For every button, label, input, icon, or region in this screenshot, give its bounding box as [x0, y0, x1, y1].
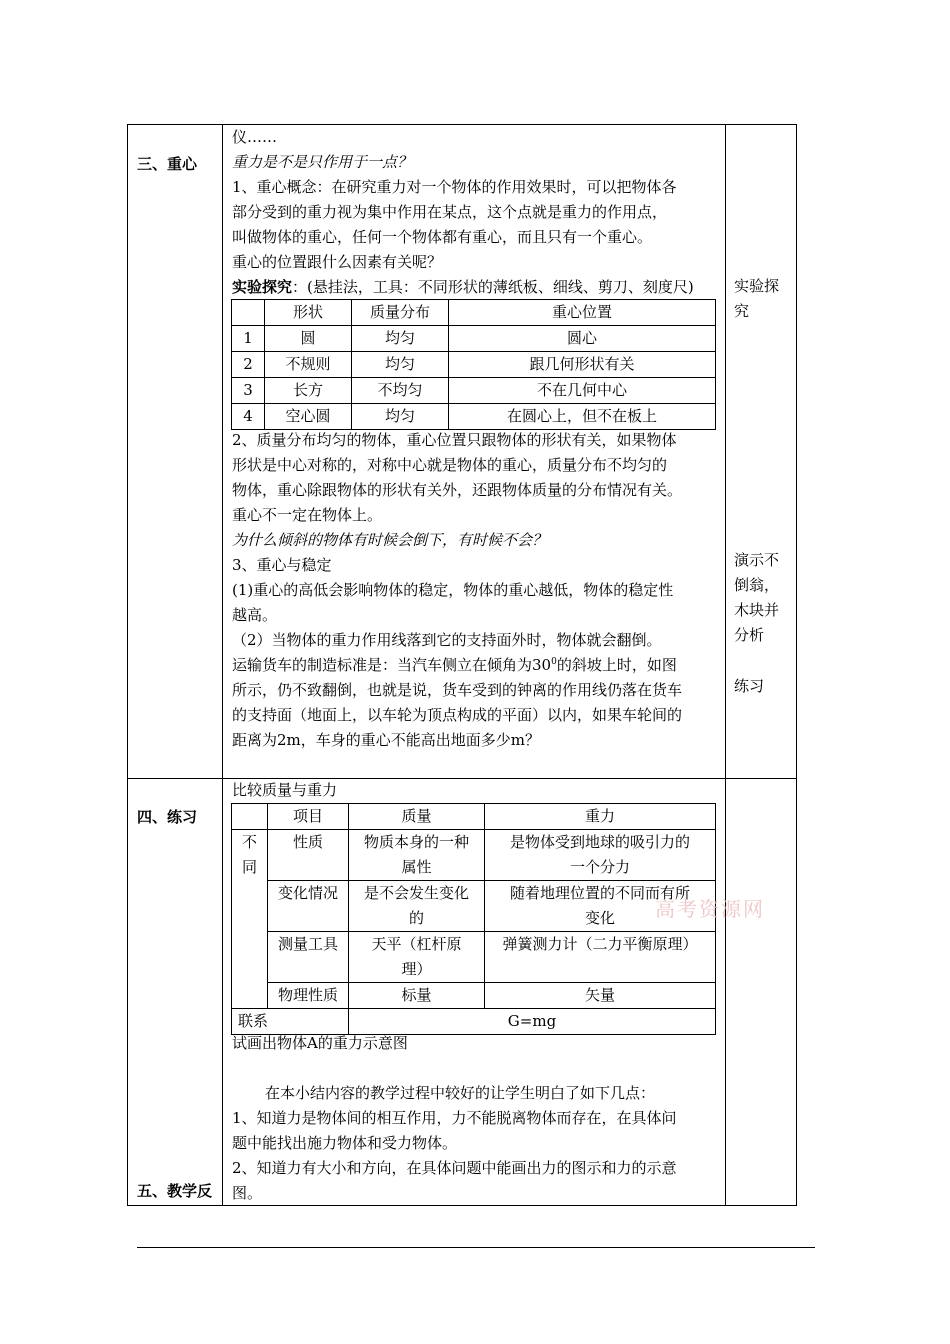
reflection-intro: 在本小结内容的教学过程中较好的让学生明白了如下几点：	[265, 1084, 656, 1102]
note-line: 演示不	[734, 551, 780, 569]
table-header-cell: 质量	[349, 804, 485, 830]
text-line: 重心的位置跟什么因素有关呢？	[232, 253, 443, 271]
table-row	[232, 830, 716, 881]
drawing-instruction: 试画出物体A的重力示意图	[232, 1034, 408, 1052]
table-cell: 是物体受到地球的吸引力的 一个分力	[485, 830, 716, 881]
diff-label: 不	[241, 833, 257, 851]
text-fragment: 运输货车的制造标准是：当汽车侧立在倾角为30	[232, 656, 552, 674]
table-cell: 长方	[265, 378, 352, 404]
table-cell: 是不会发生变化 的	[349, 881, 485, 932]
note-line: 实验探	[734, 277, 780, 295]
table-row	[232, 404, 716, 430]
table-cell: 均匀	[352, 326, 449, 352]
table-header-cell: 形状	[265, 300, 352, 326]
table-cell: 天平（杠杆原 理）	[349, 932, 485, 983]
table-cell: 测量工具	[268, 932, 349, 983]
table-cell: 不均匀	[352, 378, 449, 404]
table-cell: 物质本身的一种 属性	[349, 830, 485, 881]
link-label: 联系	[232, 1009, 349, 1035]
table-row	[232, 881, 716, 932]
text-line: 1、重心概念：在研究重力对一个物体的作用效果时，可以把物体各	[232, 178, 677, 196]
table-row	[232, 983, 716, 1009]
experiment-line	[232, 275, 694, 300]
note-line: 倒翁，	[734, 576, 780, 594]
reflection-line: 题中能找出施力物体和受力物体。	[232, 1134, 458, 1152]
text-fragment: 的斜坡上时，如图	[556, 656, 677, 674]
footer-rule	[137, 1247, 815, 1248]
table-row	[232, 326, 716, 352]
table-cell: 随着地理位置的不同而有所 变化	[485, 881, 716, 932]
table-header-cell: 重力	[485, 804, 716, 830]
table-cell: 跟几何形状有关	[449, 352, 716, 378]
question-line: 为什么倾斜的物体有时候会倒下，有时候不会？	[232, 531, 548, 549]
table-cell: 不规则	[265, 352, 352, 378]
text-line: 3、重心与稳定	[232, 556, 332, 574]
text-line: 形状是中心对称的，对称中心就是物体的重心，质量分布不均匀的	[232, 456, 668, 474]
reflection-line: 1、知道力是物体间的相互作用，力不能脱离物体而存在，在具体问	[232, 1109, 677, 1127]
table-cell: 矢量	[485, 983, 716, 1009]
text-line: 重心不一定在物体上。	[232, 506, 383, 524]
text-line: （2）当物体的重力作用线落到它的支持面外时，物体就会翻倒。	[232, 631, 662, 649]
table-header-cell: 项目	[268, 804, 349, 830]
table-header-cell: 质量分布	[352, 300, 449, 326]
text-line: (1)重心的高低会影响物体的稳定，物体的重心越低，物体的稳定性	[232, 581, 674, 599]
table-cell: 空心圆	[265, 404, 352, 430]
table-cell: 3	[232, 378, 265, 404]
table-cell: 圆	[265, 326, 352, 352]
note-line: 究	[734, 302, 750, 320]
section-label-practice: 四、练习	[137, 808, 198, 826]
mass-gravity-table	[231, 803, 716, 1035]
table-cell: 均匀	[352, 352, 449, 378]
table-cell: 不在几何中心	[449, 378, 716, 404]
table-cell: 变化情况	[268, 881, 349, 932]
degree-superscript: 0	[551, 657, 557, 667]
reflection-line: 2、知道力有大小和方向，在具体问题中能画出力的图示和力的示意	[232, 1159, 677, 1177]
table-cell: 标量	[349, 983, 485, 1009]
formula-cell: G=mg	[349, 1009, 716, 1035]
note-line: 分析	[734, 626, 765, 644]
text-line: 越高。	[232, 606, 278, 624]
table-cell: 物理性质	[268, 983, 349, 1009]
section-label-teaching-reflection: 五、教学反	[137, 1182, 213, 1200]
note-practice: 练习	[734, 677, 765, 695]
text-line: 所示，仍不致翻倒，也就是说，货车受到的钟离的作用线仍落在货车	[232, 681, 683, 699]
table-cell: 性质	[268, 830, 349, 881]
table-row	[232, 378, 716, 404]
reflection-line: 图。	[232, 1184, 263, 1202]
note-line: 木块并	[734, 601, 780, 619]
text-line: 的支持面（地面上，以车轮为顶点构成的平面）以内，如果车轮间的	[232, 706, 683, 724]
diff-label: 同	[241, 858, 257, 876]
text-line: 距离为2m，车身的重心不能高出地面多少m？	[232, 731, 540, 749]
experiment-heading: 实验探究	[232, 278, 293, 296]
note-demonstration	[734, 548, 779, 648]
text-line: 物体，重心除跟物体的形状有关外，还跟物体质量的分布情况有关。	[232, 481, 683, 499]
table-header-cell: 重心位置	[449, 300, 716, 326]
table-header-row	[232, 804, 716, 830]
row-divider	[128, 778, 796, 779]
table-cell: 弹簧测力计（二力平衡原理）	[485, 932, 716, 983]
column-divider-right	[725, 125, 726, 1205]
text-line	[232, 653, 677, 678]
section-label-center-of-gravity: 三、重心	[137, 155, 198, 173]
table-header-row	[232, 300, 716, 326]
question-line: 重力是不是只作用于一点？	[232, 153, 413, 171]
table-cell: 2	[232, 352, 265, 378]
table-cell: 1	[232, 326, 265, 352]
text-line: 2、质量分布均匀的物体，重心位置只跟物体的形状有关，如果物体	[232, 431, 677, 449]
text-line: 部分受到的重力视为集中作用在某点，这个点就是重力的作用点，	[232, 203, 668, 221]
table-cell: 均匀	[352, 404, 449, 430]
experiment-table	[231, 299, 716, 430]
experiment-tools: ：(悬挂法，工具：不同形状的薄纸板、细线、剪刀、刻度尺)	[292, 278, 694, 296]
table-cell	[232, 804, 268, 830]
table-row	[232, 352, 716, 378]
column-divider-left	[222, 125, 223, 1205]
text-line: 仪……	[232, 128, 278, 146]
table-row	[232, 932, 716, 983]
table-cell: 在圆心上，但不在板上	[449, 404, 716, 430]
note-experiment	[734, 274, 779, 324]
watermark-stamp: 高考资源网	[655, 897, 765, 921]
text-line: 叫做物体的重心，任何一个物体都有重心，而且只有一个重心。	[232, 228, 653, 246]
comparison-title: 比较质量与重力	[232, 781, 338, 799]
diff-label-cell	[232, 830, 268, 1009]
table-cell: 4	[232, 404, 265, 430]
table-cell: 圆心	[449, 326, 716, 352]
table-header-cell	[232, 300, 265, 326]
